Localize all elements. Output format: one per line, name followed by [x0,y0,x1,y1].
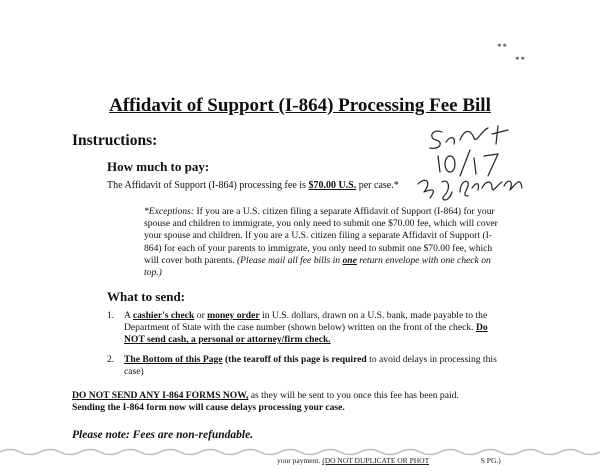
tearoff-footer [277,456,501,465]
exceptions-italic-one: one [342,254,357,266]
fee-statement [107,180,399,191]
exceptions-paragraph [144,206,504,279]
item-1-body [124,310,502,347]
fee-prefix: The Affidavit of Support (I-864) processing fee is [107,180,309,191]
stars-mark-1: ** [497,42,508,52]
instructions-heading: Instructions: [72,132,158,149]
item-2-bottom-of-page: The Bottom of this Page [124,354,223,365]
exceptions-italic-b: return envelope with one check on top.) [144,254,491,279]
fee-suffix: per case.* [356,180,399,191]
footer-tail: S PG.) [480,456,501,465]
footer-dup: (DO NOT DUPLICATE OR PHOT [322,456,430,465]
footer-text: your payment. [277,456,321,465]
fee-amount: $70.00 U.S. [308,180,357,191]
money-order-text: money order [207,310,260,321]
warning-underlined: DO NOT SEND ANY I-864 FORMS NOW, [72,390,249,401]
document-title: Affidavit of Support (I-864) Processing Fee Bill [109,95,491,116]
item-1-or: or [194,310,208,321]
what-to-send-heading: What to send: [107,289,186,304]
item-1-rest: in U.S. dollars, drawn on a U.S. bank, made payable to the Department of State with the case number (shown below) written on the front of the check. [124,310,488,334]
handwritten-annotation [412,118,532,210]
exceptions-lead: *Exceptions: [144,206,195,217]
exceptions-italic-a: (Please mail all fee bills in [236,254,343,266]
forms-warning [72,390,512,414]
cashiers-check-text: cashier's check [132,310,195,321]
stars-mark-2: ** [515,55,526,65]
exceptions-text: If you are a U.S. citizen filing a separate Affidavit of Support (I-864) for your spouse and children to immigrate, you only need to submit one $70.00 fee, which will cover your spouse and children. If you are a U.S. citizen filing a separate Affidavit of Support (I-864) for each of your parents to immigrate, you only need to submit one $70.00 fee, which will cover both parents. [144,206,498,266]
refund-note: Please note: Fees are non-refundable. [72,429,254,441]
item-2-number: 2. [107,354,115,365]
how-much-heading: How much to pay: [107,159,210,174]
item-2-body [124,354,502,378]
item-2-bold: (the tearoff of this page is required [222,354,367,365]
item-1-a: A [124,310,133,321]
warning-line-2: Sending the I-864 form now will cause delays processing your case. [72,402,345,414]
item-1-warning: Do NOT send cash, a personal or attorney/firm check. [124,322,488,346]
warning-rest: as they will be sent to you once this fee has been paid. [248,390,459,401]
item-1-number: 1. [107,310,115,321]
item-2-rest: to avoid delays in processing this case) [124,354,497,378]
